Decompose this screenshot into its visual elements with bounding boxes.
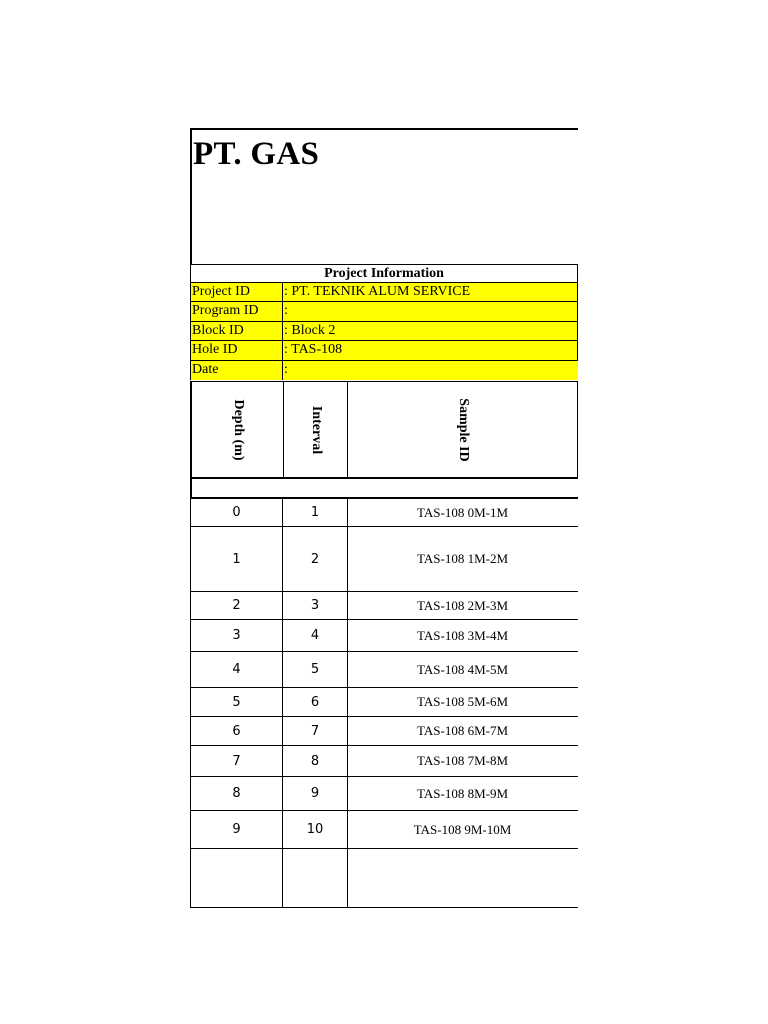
sample-cell[interactable] xyxy=(348,849,578,907)
table-row xyxy=(190,717,578,746)
table-row xyxy=(190,811,578,849)
table-row xyxy=(190,592,578,620)
info-row-project-id xyxy=(190,283,578,302)
table-row xyxy=(190,499,578,527)
sample-cell[interactable]: TAS-108 0M-1M xyxy=(416,504,509,520)
depth-cell[interactable]: 6 xyxy=(190,717,283,745)
info-row-program-id xyxy=(190,302,578,321)
sample-cell[interactable]: TAS-108 1M-2M xyxy=(416,551,509,566)
depth-cell[interactable]: 3 xyxy=(190,620,283,651)
info-label: Block ID xyxy=(190,322,283,341)
depth-cell[interactable]: 5 xyxy=(190,688,283,716)
info-row-date xyxy=(190,361,578,380)
company-title: PT. GAS xyxy=(193,136,320,172)
depth-cell[interactable]: 8 xyxy=(190,777,283,810)
interval-cell[interactable]: 5 xyxy=(283,652,348,687)
depth-cell[interactable]: 2 xyxy=(190,592,283,619)
interval-cell[interactable]: 10 xyxy=(283,811,348,848)
interval-cell[interactable]: 2 xyxy=(283,527,348,591)
interval-cell[interactable]: 4 xyxy=(283,620,348,651)
interval-cell[interactable]: 1 xyxy=(283,499,348,526)
table-row xyxy=(190,777,578,811)
info-value[interactable]: : xyxy=(284,361,288,377)
sample-cell[interactable]: TAS-108 4M-5M xyxy=(416,661,509,677)
title-block xyxy=(190,128,578,264)
table-row xyxy=(190,652,578,688)
interval-cell[interactable] xyxy=(283,849,348,907)
sample-cell[interactable]: TAS-108 7M-8M xyxy=(416,753,509,768)
interval-cell[interactable]: 6 xyxy=(283,688,348,716)
table-row xyxy=(190,688,578,717)
header-sample-id xyxy=(348,382,578,477)
info-label: Date xyxy=(190,361,283,380)
info-row-block-id xyxy=(190,322,578,341)
info-label: Program ID xyxy=(190,302,283,321)
depth-cell[interactable]: 4 xyxy=(190,652,283,687)
sample-cell[interactable]: TAS-108 2M-3M xyxy=(416,597,509,613)
header-interval-label: Interval xyxy=(308,405,324,455)
interval-cell[interactable]: 9 xyxy=(283,777,348,810)
interval-cell[interactable]: 8 xyxy=(283,746,348,776)
project-info-heading: Project Information xyxy=(190,264,578,283)
header-sample-label: Sample ID xyxy=(455,398,471,462)
table-row xyxy=(190,746,578,777)
info-value[interactable]: : xyxy=(283,302,578,321)
project-info-table xyxy=(190,264,578,380)
header-depth-label: Depth (m) xyxy=(230,399,246,461)
column-header-row xyxy=(190,381,578,479)
header-spacer-row xyxy=(190,479,578,499)
depth-cell[interactable]: 1 xyxy=(190,527,283,591)
sample-cell[interactable]: TAS-108 8M-9M xyxy=(416,785,509,801)
depth-cell[interactable]: 7 xyxy=(190,746,283,776)
header-depth xyxy=(192,382,284,477)
info-label: Project ID xyxy=(190,283,283,302)
sample-cell[interactable]: TAS-108 9M-10M xyxy=(413,821,512,837)
info-label: Hole ID xyxy=(190,341,283,360)
info-value[interactable]: : TAS-108 xyxy=(283,341,578,360)
depth-cell[interactable]: 9 xyxy=(190,811,283,848)
info-value[interactable]: : PT. TEKNIK ALUM SERVICE xyxy=(283,283,578,302)
sample-cell[interactable]: TAS-108 6M-7M xyxy=(416,723,509,738)
sample-cell[interactable]: TAS-108 3M-4M xyxy=(416,627,509,643)
info-row-hole-id xyxy=(190,341,578,360)
table-row xyxy=(190,620,578,652)
sample-rows xyxy=(190,499,578,908)
depth-cell[interactable]: 0 xyxy=(190,499,283,526)
header-interval xyxy=(284,382,348,477)
table-row xyxy=(190,527,578,592)
interval-cell[interactable]: 3 xyxy=(283,592,348,619)
interval-cell[interactable]: 7 xyxy=(283,717,348,745)
sample-cell[interactable]: TAS-108 5M-6M xyxy=(416,694,509,709)
info-value[interactable]: : Block 2 xyxy=(283,322,578,341)
table-row xyxy=(190,849,578,908)
depth-cell[interactable] xyxy=(190,849,283,907)
